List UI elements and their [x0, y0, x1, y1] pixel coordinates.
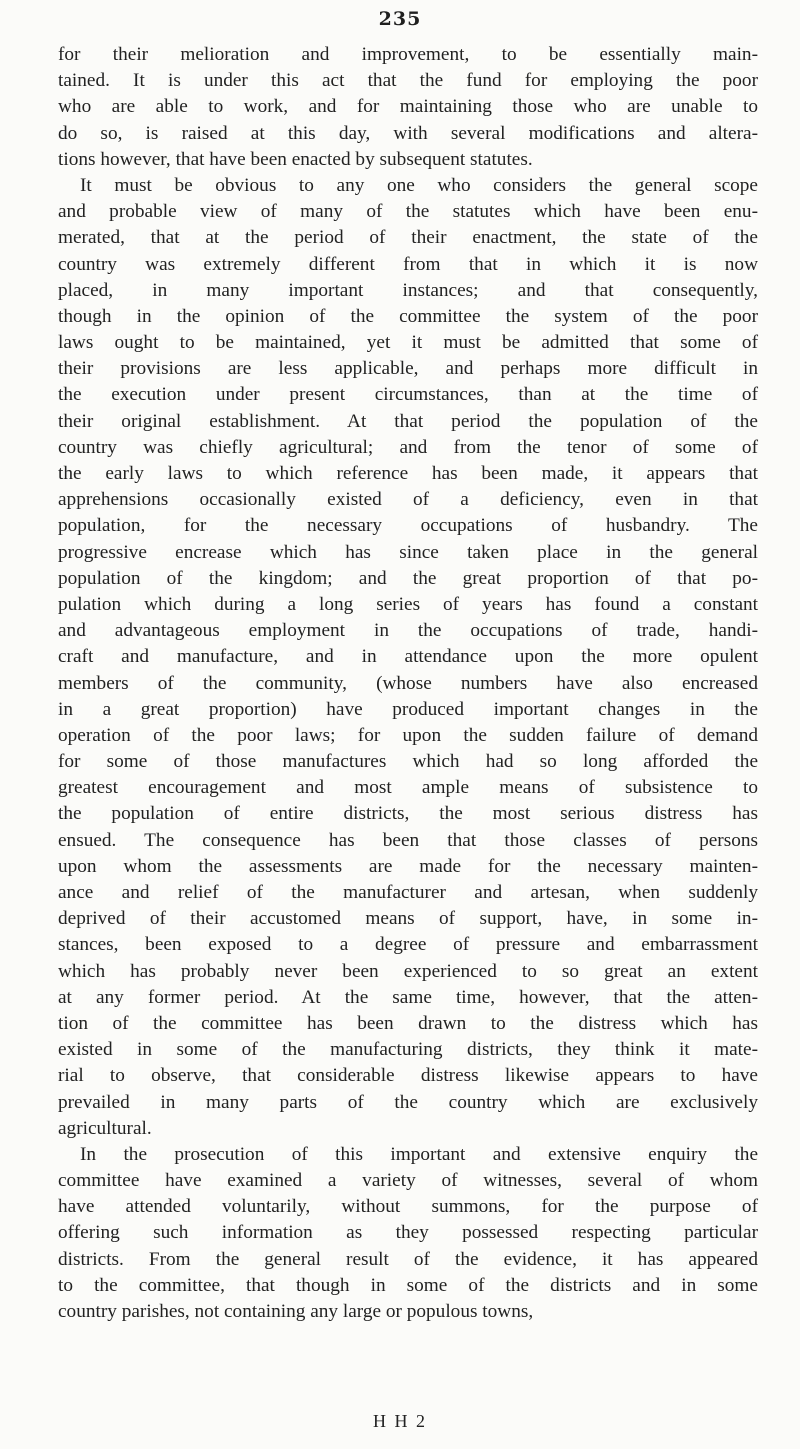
text-line: country was extremely different from that in which it is now	[58, 253, 758, 275]
text-line: which has probably never been experienced to so great an extent	[58, 960, 758, 982]
text-line: progressive encrease which has since taken place in the general	[58, 541, 758, 563]
page-number: 235	[378, 8, 422, 30]
text-line: country was chiefly agricultural; and from the tenor of some of	[58, 436, 758, 458]
text-line: prevailed in many parts of the country which are exclusively	[58, 1091, 758, 1113]
text-line: craft and manufacture, and in attendance upon the more opulent	[58, 646, 758, 668]
text-line: tained. It is under this act that the fund for employing the poor	[58, 70, 758, 92]
text-line: their provisions are less applicable, and perhaps more difficult in	[58, 358, 758, 380]
text-line: pulation which during a long series of years has found a constant	[58, 593, 758, 615]
text-line: operation of the poor laws; for upon the sudden failure of demand	[58, 724, 758, 746]
signature-mark: H H 2	[373, 1411, 427, 1431]
text-line: rial to observe, that considerable distress likewise appears to have	[58, 1065, 758, 1087]
text-line: districts. From the general result of the evidence, it has appeared	[58, 1248, 758, 1270]
text-line: the early laws to which reference has been made, it appears that	[58, 463, 758, 484]
text-line: In the prosecution of this important and extensive enquiry the	[80, 1143, 758, 1165]
text-line: agricultural.	[58, 1117, 152, 1139]
text-line: offering such information as they possessed respecting particular	[58, 1222, 758, 1244]
text-line: do so, is raised at this day, with several modifications and altera-	[58, 122, 758, 144]
text-line: country parishes, not containing any large or populous towns,	[58, 1301, 534, 1322]
text-line: their original establishment. At that period the population of the	[58, 410, 758, 432]
text-line: and advantageous employment in the occupations of trade, handi-	[58, 620, 758, 642]
text-line: tions however, that have been enacted by subsequent statutes.	[58, 148, 533, 170]
text-line: population of the kingdom; and the great proportion of that po-	[58, 567, 758, 589]
text-line: laws ought to be maintained, yet it must be admitted that some of	[58, 332, 758, 354]
body-text	[58, 42, 758, 1325]
text-line: stances, been exposed to a degree of pressure and embarrassment	[58, 934, 758, 956]
text-line: population, for the necessary occupations of husbandry. The	[58, 515, 758, 537]
text-line: though in the opinion of the committee the system of the poor	[58, 305, 758, 327]
text-line: the execution under present circumstances, than at the time of	[58, 384, 758, 406]
text-line: ance and relief of the manufacturer and artesan, when suddenly	[58, 882, 758, 903]
text-line: for some of those manufactures which had so long afforded the	[58, 751, 758, 773]
text-line: apprehensions occasionally existed of a deficiency, even in that	[58, 489, 758, 511]
text-line: tion of the committee has been drawn to the distress which has	[58, 1012, 758, 1034]
text-line: for their melioration and improvement, to be essentially main-	[58, 44, 758, 65]
text-line: who are able to work, and for maintaining those who are unable to	[58, 96, 758, 118]
text-line: the population of entire districts, the most serious distress has	[58, 803, 758, 825]
text-line: ensued. The consequence has been that those classes of persons	[58, 829, 758, 851]
text-line: to the committee, that though in some of the districts and in some	[58, 1274, 758, 1296]
text-line: It must be obvious to any one who considers the general scope	[80, 174, 758, 196]
text-line: merated, that at the period of their enactment, the state of the	[58, 227, 758, 249]
text-line: members of the community, (whose numbers have also encreased	[58, 672, 758, 694]
text-line: have attended voluntarily, without summons, for the purpose of	[58, 1196, 758, 1218]
text-line: deprived of their accustomed means of support, have, in some in-	[58, 908, 758, 930]
text-line: placed, in many important instances; and that consequently,	[58, 279, 758, 301]
text-line: greatest encouragement and most ample means of subsistence to	[58, 777, 758, 799]
text-line: existed in some of the manufacturing districts, they think it mate-	[58, 1039, 758, 1061]
text-line: in a great proportion) have produced important changes in the	[58, 698, 758, 720]
text-line: at any former period. At the same time, however, that the atten-	[58, 986, 758, 1008]
text-line: and probable view of many of the statutes which have been enu-	[58, 201, 758, 223]
text-line: committee have examined a variety of witnesses, several of whom	[58, 1170, 758, 1192]
text-line: upon whom the assessments are made for the necessary mainten-	[58, 855, 758, 877]
